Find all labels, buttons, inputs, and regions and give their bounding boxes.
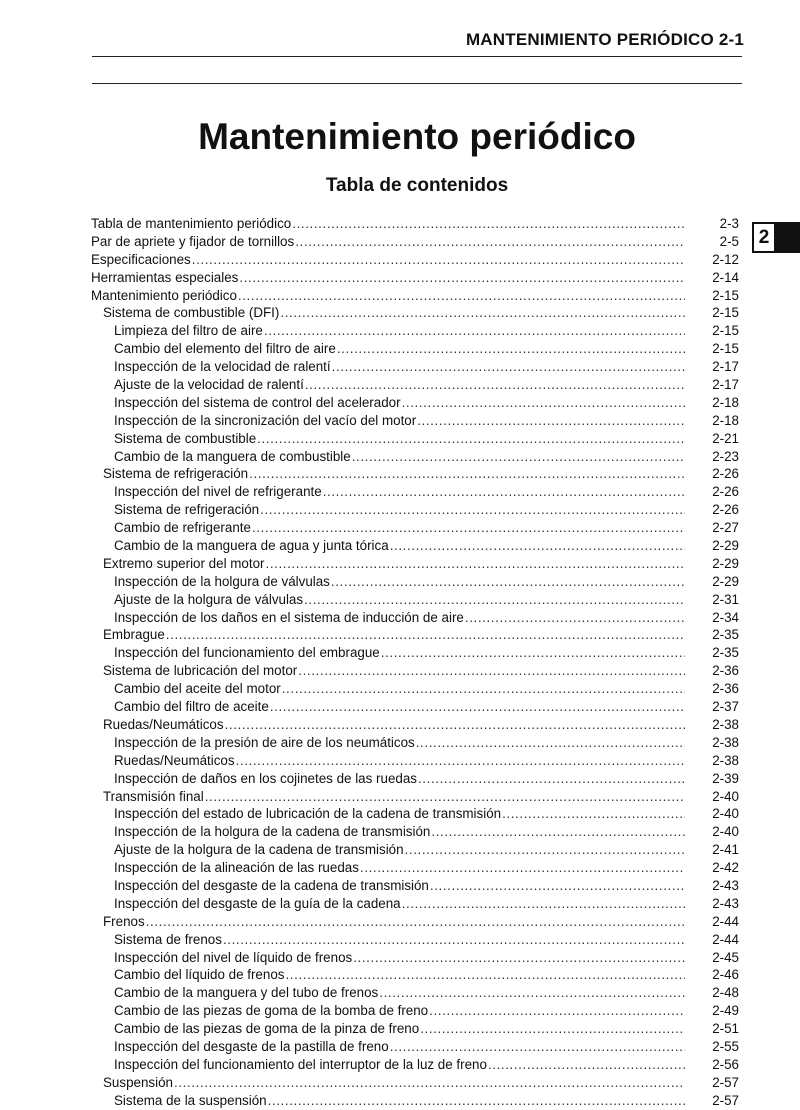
dot-leader [379, 984, 685, 1002]
toc-entry[interactable] [91, 609, 741, 627]
toc-entry-label: Embrague [103, 627, 165, 643]
toc-entry-label: Inspección del funcionamiento del embrague [114, 645, 380, 661]
dot-leader [223, 931, 685, 949]
dot-leader [225, 716, 685, 734]
toc-entry-page: 2-40 [712, 788, 739, 804]
toc-entry-page: 2-46 [712, 967, 739, 983]
toc-entry[interactable] [91, 823, 741, 841]
toc-entry-label: Sistema de combustible [114, 430, 257, 446]
toc-entry-label: Inspección de la sincronización del vacío del motor [114, 412, 417, 428]
toc-entry-page: 2-37 [712, 699, 739, 715]
toc-entry[interactable] [91, 233, 741, 251]
dot-leader [238, 287, 685, 305]
toc-entry-page: 2-17 [712, 377, 739, 393]
dot-leader [252, 519, 685, 537]
toc-entry[interactable] [91, 376, 741, 394]
toc-entry[interactable] [91, 555, 741, 573]
dot-leader [323, 483, 685, 501]
toc-entry-label: Frenos [103, 913, 145, 929]
dot-leader [502, 805, 685, 823]
toc-entry[interactable] [91, 591, 741, 609]
toc-entry-label: Suspensión [103, 1074, 173, 1090]
dot-leader [405, 841, 685, 859]
toc-entry[interactable] [91, 537, 741, 555]
dot-leader [431, 823, 685, 841]
toc-entry-page: 2-5 [719, 233, 739, 249]
toc-entry-page: 2-26 [712, 484, 739, 500]
toc-entry[interactable] [91, 269, 741, 287]
toc-entry[interactable] [91, 1074, 741, 1092]
toc-entry-page: 2-40 [712, 806, 739, 822]
toc-entry-page: 2-57 [712, 1092, 739, 1108]
toc-entry[interactable] [91, 1002, 741, 1020]
dot-leader [249, 465, 685, 483]
toc-entry-page: 2-40 [712, 824, 739, 840]
toc-entry[interactable] [91, 841, 741, 859]
toc-entry-label: Inspección del funcionamiento del interruptor de la luz de freno [114, 1056, 487, 1072]
toc-entry-page: 2-51 [712, 1021, 739, 1037]
dot-leader [236, 752, 685, 770]
toc-entry[interactable] [91, 358, 741, 376]
toc-entry-label: Sistema de refrigeración [103, 466, 249, 482]
dot-leader [360, 859, 685, 877]
toc-entry-label: Sistema de combustible (DFI) [103, 305, 280, 321]
toc-entry[interactable] [91, 304, 741, 322]
dot-leader [331, 573, 685, 591]
toc-entry-page: 2-29 [712, 573, 739, 589]
toc-entry[interactable] [91, 662, 741, 680]
toc-entry-page: 2-18 [712, 394, 739, 410]
toc-entry[interactable] [91, 215, 741, 233]
toc-entry-page: 2-41 [712, 842, 739, 858]
toc-entry[interactable] [91, 519, 741, 537]
toc-entry-page: 2-26 [712, 502, 739, 518]
toc-entry-page: 2-38 [712, 716, 739, 732]
running-header: MANTENIMIENTO PERIÓDICO 2-1 [465, 30, 744, 49]
toc-entry-page: 2-3 [719, 216, 739, 231]
toc-entry[interactable] [91, 1056, 741, 1074]
toc-entry-page: 2-14 [712, 269, 739, 285]
toc-entry-label: Extremo superior del motor [103, 555, 265, 571]
dot-leader [298, 662, 685, 680]
chapter-tab-number: 2 [752, 222, 776, 253]
toc-entry-page: 2-15 [712, 287, 739, 303]
toc-entry-label: Sistema de la suspensión [114, 1092, 267, 1108]
toc-entry-label: Sistema de lubricación del motor [103, 663, 298, 679]
toc-entry[interactable] [91, 1038, 741, 1056]
toc-entry[interactable] [91, 895, 741, 913]
toc-entry-page: 2-38 [712, 734, 739, 750]
toc-entry[interactable] [91, 913, 741, 931]
dot-leader [285, 966, 685, 984]
toc-entry-label: Par de apriete y fijador de tornillos [91, 233, 295, 249]
dot-leader [465, 609, 685, 627]
page-title: Mantenimiento periódico [198, 116, 636, 157]
dot-leader [488, 1056, 685, 1074]
toc-entry-label: Inspección de la holgura de válvulas [114, 573, 330, 589]
dot-leader [402, 895, 685, 913]
toc-entry-label: Ruedas/Neumáticos [103, 716, 224, 732]
toc-entry-page: 2-36 [712, 681, 739, 697]
header-rule-lower [92, 83, 742, 84]
dot-leader [205, 788, 685, 806]
dot-leader [390, 537, 685, 555]
toc-entry-label: Cambio de refrigerante [114, 520, 251, 536]
toc-entry-page: 2-15 [712, 323, 739, 339]
toc-entry[interactable] [91, 412, 741, 430]
toc-entry-label: Cambio del aceite del motor [114, 681, 281, 697]
toc-entry-page: 2-15 [712, 341, 739, 357]
toc-entry[interactable] [91, 483, 741, 501]
toc-entry-page: 2-43 [712, 877, 739, 893]
toc-entry-page: 2-31 [712, 591, 739, 607]
dot-leader [381, 644, 685, 662]
header-rule [92, 56, 742, 57]
toc-entry-label: Ruedas/Neumáticos [114, 752, 235, 768]
dot-leader [174, 1074, 685, 1092]
toc-entry[interactable] [91, 877, 741, 895]
toc-entry-page: 2-56 [712, 1056, 739, 1072]
toc-entry-label: Inspección del estado de lubricación de la cadena de transmisión [114, 806, 502, 822]
toc-entry-label: Cambio del filtro de aceite [114, 699, 269, 715]
dot-leader [429, 1002, 685, 1020]
toc-entry[interactable] [91, 949, 741, 967]
toc-entry[interactable] [91, 287, 741, 305]
toc-entry-label: Inspección de la holgura de la cadena de transmisión [114, 824, 431, 840]
toc-entry-label: Inspección del nivel de refrigerante [114, 484, 322, 500]
toc-entry-label: Cambio de la manguera de agua y junta tórica [114, 538, 389, 554]
toc-entry-label: Inspección de la alineación de las ruedas [114, 860, 359, 876]
dot-leader [282, 680, 685, 698]
dot-leader [270, 698, 685, 716]
dot-leader [280, 304, 685, 322]
toc-entry-label: Inspección de los daños en el sistema de inducción de aire [114, 609, 464, 625]
dot-leader [420, 1020, 685, 1038]
toc-entry[interactable] [91, 501, 741, 519]
toc-entry[interactable] [91, 448, 741, 466]
toc-entry-page: 2-17 [712, 359, 739, 375]
toc-entry-label: Cambio de las piezas de goma de la pinza de freno [114, 1021, 420, 1037]
toc-entry-label: Ajuste de la holgura de la cadena de transmisión [114, 842, 404, 858]
dot-leader [264, 322, 685, 340]
toc-entry-label: Inspección de daños en los cojinetes de las ruedas [114, 770, 417, 786]
toc-entry-page: 2-44 [712, 931, 739, 947]
toc-entry-label: Ajuste de la velocidad de ralentí [114, 377, 304, 393]
toc-entry-page: 2-43 [712, 895, 739, 911]
dot-leader [192, 251, 685, 269]
toc-entry-page: 2-23 [712, 448, 739, 464]
toc-entry[interactable] [91, 430, 741, 448]
toc-entry-label: Cambio de las piezas de goma de la bomba de freno [114, 1003, 429, 1019]
toc-entry[interactable] [91, 859, 741, 877]
dot-leader [416, 734, 685, 752]
chapter-tab-marker [776, 222, 800, 253]
toc-entry[interactable] [91, 752, 741, 770]
dot-leader [305, 376, 685, 394]
toc-entry-page: 2-26 [712, 466, 739, 482]
toc-entry-page: 2-45 [712, 949, 739, 965]
toc-entry-page: 2-29 [712, 555, 739, 571]
dot-leader [268, 1092, 685, 1110]
dot-leader [266, 555, 686, 573]
toc-entry-label: Inspección del nivel de líquido de frenos [114, 949, 353, 965]
toc-entry-page: 2-48 [712, 985, 739, 1001]
toc-entry-label: Inspección de la presión de aire de los neumáticos [114, 734, 415, 750]
toc-entry-page: 2-38 [712, 752, 739, 768]
toc-entry[interactable] [91, 984, 741, 1002]
dot-leader [304, 591, 685, 609]
toc-entry-label: Cambio del elemento del filtro de aire [114, 341, 336, 357]
toc-entry-page: 2-35 [712, 645, 739, 661]
toc-entry[interactable] [91, 788, 741, 806]
toc-entry[interactable] [91, 394, 741, 412]
dot-leader [390, 1038, 685, 1056]
toc-entry[interactable] [91, 322, 741, 340]
dot-leader [260, 501, 685, 519]
dot-leader [239, 269, 685, 287]
toc-entry-label: Herramientas especiales [91, 269, 239, 285]
toc-entry[interactable] [91, 465, 741, 483]
dot-leader [417, 412, 685, 430]
toc-entry-label: Transmisión final [103, 788, 204, 804]
toc-entry-page: 2-39 [712, 770, 739, 786]
toc-entry-label: Ajuste de la holgura de válvulas [114, 591, 304, 607]
toc-entry-page: 2-44 [712, 913, 739, 929]
toc-entry-page: 2-15 [712, 305, 739, 321]
toc-entry-page: 2-35 [712, 627, 739, 643]
toc-entry-label: Cambio de la manguera de combustible [114, 448, 351, 464]
dot-leader [166, 626, 685, 644]
toc-heading: Tabla de contenidos [325, 175, 509, 196]
toc-entry-page: 2-34 [712, 609, 739, 625]
toc-entry[interactable] [91, 716, 741, 734]
toc-entry[interactable] [91, 966, 741, 984]
toc-entry-label: Inspección del sistema de control del acelerador [114, 394, 401, 410]
toc-entry-label: Inspección del desgaste de la pastilla de freno [114, 1038, 389, 1054]
toc-entry-label: Inspección del desgaste de la guía de la cadena [114, 895, 401, 911]
toc-entry-page: 2-29 [712, 538, 739, 554]
dot-leader [430, 877, 685, 895]
toc-entry[interactable] [91, 251, 741, 269]
dot-leader [402, 394, 685, 412]
toc-entry-label: Cambio del líquido de frenos [114, 967, 285, 983]
toc-entry-page: 2-36 [712, 663, 739, 679]
toc-entry[interactable] [91, 805, 741, 823]
toc-entry[interactable] [91, 734, 741, 752]
dot-leader [146, 913, 685, 931]
toc-entry[interactable] [91, 1092, 741, 1110]
dot-leader [352, 448, 685, 466]
toc-entry[interactable] [91, 698, 741, 716]
toc-entry[interactable] [91, 1020, 741, 1038]
toc-entry[interactable] [91, 626, 741, 644]
toc-entry-label: Especificaciones [91, 251, 191, 267]
toc-entry-label: Cambio de la manguera y del tubo de frenos [114, 985, 379, 1001]
toc-entry-page: 2-27 [712, 520, 739, 536]
toc-entry-label: Limpieza del filtro de aire [114, 323, 263, 339]
toc-entry-label: Inspección del desgaste de la cadena de transmisión [114, 877, 429, 893]
table-of-contents [91, 215, 741, 1110]
toc-entry-page: 2-42 [712, 860, 739, 876]
dot-leader [418, 770, 685, 788]
dot-leader [295, 233, 685, 251]
toc-entry[interactable] [91, 770, 741, 788]
toc-entry-label: Sistema de frenos [114, 931, 222, 947]
toc-entry-page: 2-57 [712, 1074, 739, 1090]
toc-entry[interactable] [91, 931, 741, 949]
dot-leader [353, 949, 685, 967]
toc-entry[interactable] [91, 680, 741, 698]
toc-entry[interactable] [91, 573, 741, 591]
dot-leader [337, 340, 685, 358]
toc-entry-label: Sistema de refrigeración [114, 502, 260, 518]
toc-entry-page: 2-12 [712, 251, 739, 267]
toc-entry-page: 2-18 [712, 412, 739, 428]
toc-entry-label: Tabla de mantenimiento periódico [91, 216, 292, 231]
toc-entry-page: 2-55 [712, 1038, 739, 1054]
toc-entry-page: 2-21 [712, 430, 739, 446]
toc-entry-label: Mantenimiento periódico [91, 287, 237, 303]
dot-leader [257, 430, 685, 448]
toc-entry[interactable] [91, 340, 741, 358]
dot-leader [292, 215, 685, 233]
toc-entry-label: Inspección de la velocidad de ralentí [114, 359, 331, 375]
dot-leader [332, 358, 685, 376]
toc-entry[interactable] [91, 644, 741, 662]
toc-entry-page: 2-49 [712, 1003, 739, 1019]
